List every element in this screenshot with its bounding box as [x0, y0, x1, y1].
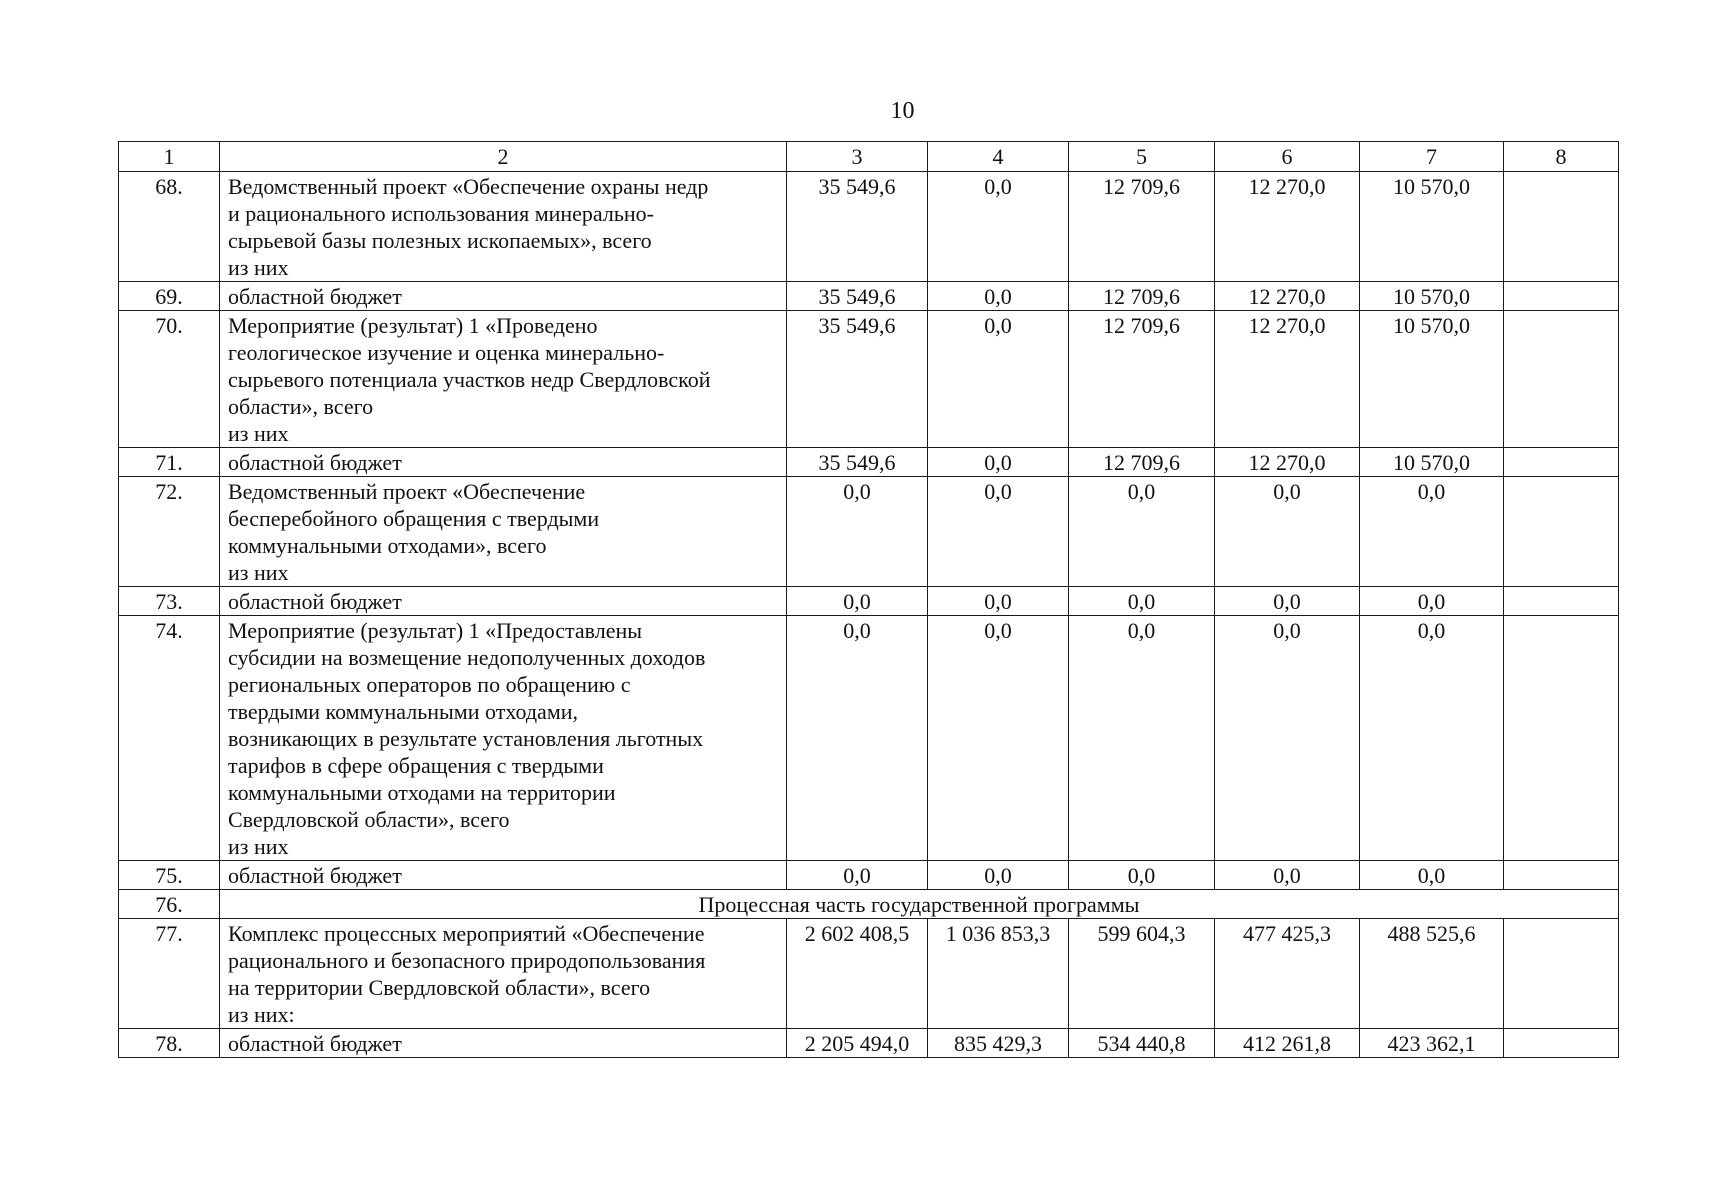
value-cell-col-8	[1504, 587, 1619, 616]
value-cell-col-7: 10 570,0	[1360, 311, 1504, 448]
row-title-line: на территории Свердловской области», всего	[228, 975, 651, 1000]
value-cell-col-7: 10 570,0	[1360, 172, 1504, 282]
table-row	[119, 282, 1619, 311]
value-cell-col-3: 35 549,6	[787, 311, 928, 448]
value-cell-col-5: 12 709,6	[1069, 172, 1215, 282]
value-cell-col-8	[1504, 282, 1619, 311]
row-title	[220, 919, 787, 1029]
value-cell-col-7: 0,0	[1360, 861, 1504, 890]
row-title-line: возникающих в результате установления льготных	[228, 726, 704, 751]
value-cell-col-3: 2 205 494,0	[787, 1029, 928, 1058]
row-title-line: геологическое изучение и оценка минерально-	[228, 340, 665, 365]
header-cell: 1	[119, 142, 220, 172]
value-cell-col-5: 0,0	[1069, 616, 1215, 861]
value-cell-col-7: 10 570,0	[1360, 448, 1504, 477]
row-title-line: Комплекс процессных мероприятий «Обеспечение	[228, 921, 705, 946]
row-title-line: региональных операторов по обращению с	[228, 672, 631, 697]
table-row	[119, 172, 1619, 282]
row-title-line: из них:	[228, 1002, 295, 1027]
row-title-line: коммунальными отходами», всего	[228, 533, 547, 558]
header-cell: 3	[787, 142, 928, 172]
table-row	[119, 616, 1619, 861]
value-cell-col-3: 0,0	[787, 616, 928, 861]
row-title-line: из них	[228, 255, 289, 280]
row-title	[220, 861, 787, 890]
header-cell: 8	[1504, 142, 1619, 172]
row-title-line: из них	[228, 421, 289, 446]
row-title-line: областной бюджет	[228, 863, 402, 888]
value-cell-col-5: 599 604,3	[1069, 919, 1215, 1029]
row-title-line: коммунальными отходами на территории	[228, 780, 616, 805]
row-title-line: Ведомственный проект «Обеспечение охраны недр	[228, 174, 709, 199]
value-cell-col-6: 12 270,0	[1215, 172, 1360, 282]
value-cell-col-7: 10 570,0	[1360, 282, 1504, 311]
row-number: 75.	[119, 861, 220, 890]
value-cell-col-3: 35 549,6	[787, 282, 928, 311]
budget-table	[118, 141, 1619, 1058]
header-cell: 5	[1069, 142, 1215, 172]
value-cell-col-4: 0,0	[928, 448, 1069, 477]
table-body	[119, 172, 1619, 1058]
row-title	[220, 448, 787, 477]
value-cell-col-7: 488 525,6	[1360, 919, 1504, 1029]
value-cell-col-7: 0,0	[1360, 616, 1504, 861]
row-title-line: области», всего	[228, 394, 374, 419]
table-row	[119, 1029, 1619, 1058]
value-cell-col-6: 477 425,3	[1215, 919, 1360, 1029]
value-cell-col-3: 35 549,6	[787, 172, 928, 282]
table-row	[119, 587, 1619, 616]
row-title-line: сырьевого потенциала участков недр Свердловской	[228, 367, 711, 392]
value-cell-col-6: 0,0	[1215, 861, 1360, 890]
value-cell-col-5: 12 709,6	[1069, 282, 1215, 311]
row-number: 71.	[119, 448, 220, 477]
row-title	[220, 1029, 787, 1058]
value-cell-col-6: 0,0	[1215, 477, 1360, 587]
row-title-line: Свердловской области», всего	[228, 807, 510, 832]
value-cell-col-5: 0,0	[1069, 477, 1215, 587]
value-cell-col-4: 835 429,3	[928, 1029, 1069, 1058]
row-title-line: твердыми коммунальными отходами,	[228, 699, 579, 724]
row-title	[220, 172, 787, 282]
row-number: 76.	[119, 890, 220, 919]
row-title-line: бесперебойного обращения с твердыми	[228, 506, 600, 531]
value-cell-col-5: 0,0	[1069, 861, 1215, 890]
row-title-line: областной бюджет	[228, 450, 402, 475]
value-cell-col-3: 0,0	[787, 587, 928, 616]
value-cell-col-8	[1504, 477, 1619, 587]
row-title-line: из них	[228, 834, 289, 859]
value-cell-col-5: 0,0	[1069, 587, 1215, 616]
value-cell-col-7: 0,0	[1360, 477, 1504, 587]
row-number: 70.	[119, 311, 220, 448]
row-title-line: тарифов в сфере обращения с твердыми	[228, 753, 604, 778]
value-cell-col-4: 0,0	[928, 861, 1069, 890]
row-title-line: областной бюджет	[228, 1031, 402, 1056]
value-cell-col-5: 12 709,6	[1069, 448, 1215, 477]
row-number: 69.	[119, 282, 220, 311]
row-title-line: Мероприятие (результат) 1 «Предоставлены	[228, 618, 643, 643]
row-title-line: рационального и безопасного природопользования	[228, 948, 706, 973]
value-cell-col-8	[1504, 919, 1619, 1029]
value-cell-col-3: 2 602 408,5	[787, 919, 928, 1029]
value-cell-col-3: 0,0	[787, 861, 928, 890]
value-cell-col-7: 423 362,1	[1360, 1029, 1504, 1058]
value-cell-col-5: 12 709,6	[1069, 311, 1215, 448]
table-row	[119, 448, 1619, 477]
value-cell-col-3: 0,0	[787, 477, 928, 587]
value-cell-col-4: 0,0	[928, 311, 1069, 448]
header-cell: 4	[928, 142, 1069, 172]
value-cell-col-6: 0,0	[1215, 587, 1360, 616]
row-title-line: областной бюджет	[228, 589, 402, 614]
row-number: 74.	[119, 616, 220, 861]
value-cell-col-4: 1 036 853,3	[928, 919, 1069, 1029]
row-title	[220, 477, 787, 587]
row-title-line: субсидии на возмещение недополученных доходов	[228, 645, 706, 670]
row-title	[220, 311, 787, 448]
table-row	[119, 311, 1619, 448]
value-cell-col-6: 12 270,0	[1215, 448, 1360, 477]
row-number: 78.	[119, 1029, 220, 1058]
row-number: 68.	[119, 172, 220, 282]
value-cell-col-3: 35 549,6	[787, 448, 928, 477]
row-title	[220, 587, 787, 616]
row-title-line: областной бюджет	[228, 284, 402, 309]
table-row	[119, 919, 1619, 1029]
table-row	[119, 861, 1619, 890]
section-title: Процессная часть государственной программы	[220, 890, 1619, 919]
value-cell-col-5: 534 440,8	[1069, 1029, 1215, 1058]
header-row	[119, 142, 1619, 172]
row-number: 73.	[119, 587, 220, 616]
header-cell: 6	[1215, 142, 1360, 172]
row-title-line: сырьевой базы полезных ископаемых», всего	[228, 228, 652, 253]
value-cell-col-6: 12 270,0	[1215, 282, 1360, 311]
value-cell-col-6: 412 261,8	[1215, 1029, 1360, 1058]
value-cell-col-6: 12 270,0	[1215, 311, 1360, 448]
value-cell-col-8	[1504, 1029, 1619, 1058]
header-cell: 7	[1360, 142, 1504, 172]
value-cell-col-4: 0,0	[928, 477, 1069, 587]
value-cell-col-4: 0,0	[928, 172, 1069, 282]
row-title-line: и рационального использования минерально-	[228, 201, 655, 226]
row-title-line: Ведомственный проект «Обеспечение	[228, 479, 586, 504]
value-cell-col-8	[1504, 861, 1619, 890]
row-title	[220, 616, 787, 861]
table-row	[119, 890, 1619, 919]
row-number: 77.	[119, 919, 220, 1029]
value-cell-col-4: 0,0	[928, 616, 1069, 861]
page-number: 10	[890, 98, 915, 124]
value-cell-col-6: 0,0	[1215, 616, 1360, 861]
row-title-line: Мероприятие (результат) 1 «Проведено	[228, 313, 598, 338]
value-cell-col-4: 0,0	[928, 587, 1069, 616]
value-cell-col-8	[1504, 172, 1619, 282]
row-title-line: из них	[228, 560, 289, 585]
value-cell-col-7: 0,0	[1360, 587, 1504, 616]
row-number: 72.	[119, 477, 220, 587]
row-title	[220, 282, 787, 311]
value-cell-col-8	[1504, 616, 1619, 861]
value-cell-col-8	[1504, 448, 1619, 477]
table-row	[119, 477, 1619, 587]
value-cell-col-8	[1504, 311, 1619, 448]
value-cell-col-4: 0,0	[928, 282, 1069, 311]
header-cell: 2	[220, 142, 787, 172]
